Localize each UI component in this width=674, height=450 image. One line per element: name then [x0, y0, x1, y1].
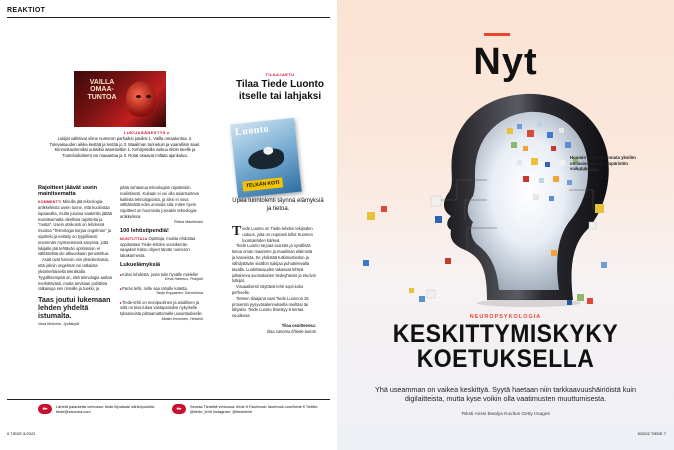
subscribe-title: Tilaa Tiede Luonto itselle tai lahjaksi: [236, 79, 324, 102]
face-illustration: [126, 81, 156, 117]
pull-quote: Taas joutui lukemaan lehden yhdeltä istumalta.: [38, 295, 111, 321]
subscribe-column: [232, 226, 316, 335]
reader-quote: ▸ Kiitos lehdestä, josta tulin hyvälle mielelle!: [120, 272, 203, 278]
letter-signature: Mattin Immonen, Helsinki: [161, 317, 203, 322]
experiences-heading: Lukuelämyksiä: [120, 262, 161, 269]
follow-text: Seuraa Tiedettä verkossa: tiede.fi Facebook: facebook.com/tiede.fi Twitter: @tiede_lehti Instagram: @tiedelehti: [190, 404, 319, 415]
article-lede: Yhä useamman on vaikea keskittyä. Syytä haetaan niin tarkkaavuushäiriöistä kuin digilaitteista, mutta kyse voikin olla vaatimusten muuttumisesta.: [375, 385, 636, 404]
magazine-cover: [230, 118, 301, 198]
footer-rule: [7, 399, 330, 400]
head-illustration: [337, 0, 674, 450]
letter-signature: Pekka Mankkinen: [173, 219, 203, 224]
eye-shape: [136, 95, 141, 98]
reader-quote: ▸ Tiede-lehti on monipuolinen ja asiallinen ja siitä on kiva lukea vastapainoksi nykyiselle tyksaisoista piittaamattomalle uusuntaukselle.: [120, 300, 203, 317]
letter-kicker: KOMMENTTI: [38, 199, 62, 204]
letter-heading: Rajoitteet jäävät usein mainitsematta: [38, 185, 98, 198]
subscribe-text: Visuaalisesti näyttävä lehti sopii koko perheelle.: [232, 284, 304, 295]
illustration-caption: Huomio pitäisi suunnata yksilön ominaisuuksista ympäristön vaikutukseen.: [570, 155, 636, 172]
letter-text: pitää suhtautua teknologian rajoitteisiin realistisesti. Kukaan ei voi olla asiantunteva kaikista teknologioista, ja siksi ei ossa välttämättä edes arvioida sitä, miten hyvin rajoitteet on huomioitu jossakin teknologia-artikkelissa.: [120, 185, 199, 220]
article-headline: [350, 322, 660, 372]
letter-body: [38, 199, 113, 257]
letter-text: Minulla jää teknologia-artikkeleista usein tunne, että kuulostaa lupaavalta, mutta jutussa saatettiin jättää mainitsematta oleellisia rajoitteita ja "mutta". Usein otsikointi on lehdessä muotoa "Teknologia korjaa ongelman" ja sijoittelu ja esittely on tyypillisesti enemmän myönteisessä sävyssä, jotta lukijalle jää tehtävän optimismin ei välttämättä ole alkuunkaan perusteltua.: [38, 198, 112, 257]
section-heading: REAKTIOT: [7, 7, 46, 14]
subscribe-intro: [232, 226, 316, 243]
base-shadow: [477, 299, 581, 307]
letter-signature: Tanja Koppanen, Savonlinna: [155, 291, 203, 296]
readers-poll-text: Lukijat valitsivat viime numeron parhaiksi jutuiksi 1. Vailla omaatuntoa. 2. Tulevaisuuden aikka kestää ja lentää jo 3. Maailman tunnetuin ja vaarallisin saari. Kiinnostavimmiksi uutisiksi äänestettiin 1. Kehityssolla voikuu eliöin tieelle ja Tuoteloiduttiemt voi maaantaa ja 3. Rotat osaavat miltata ajankulua.: [49, 136, 201, 159]
reader-quote: ▸ Paras lehti, mille saa rahalle katetta.: [120, 286, 203, 292]
poster-title: VAILLA OMAA-TUNTOA: [87, 79, 117, 101]
readers-poll-image: [74, 71, 166, 127]
feedback-info: [38, 404, 178, 415]
nyt-title: Nyt: [473, 41, 538, 83]
subscribe-box: [228, 72, 332, 102]
arrow-icon: ●▸: [172, 404, 186, 414]
subscribe-subtitle: Upea luontolehti täynnä elämyksiä ja tietoa.: [232, 198, 324, 212]
order-url[interactable]: tilaa.sanoma.fi/tiede-luonto: [267, 328, 316, 334]
letters-column-2: [120, 185, 203, 322]
section-rule: [7, 17, 330, 18]
subscribe-text: iede Luonto on Tiede-lehden tekijöiden uutuus, joita on nopeasti tullut Suomen luontolehden kärkeä.: [242, 226, 313, 243]
drop-cap: T: [232, 224, 242, 239]
stipend-heading: 100 lehtistipendiä!: [120, 228, 169, 235]
page-folio-left: 6 TIEDE 5/2022: [7, 431, 36, 436]
article-byline: Teksti Anssi Bwalya Kuvitus Getty Images: [461, 412, 550, 417]
arrow-icon: ●▸: [38, 404, 52, 414]
pull-quote-signature: Vesa Mulkolm, Jyväskylä: [38, 322, 79, 327]
page-folio-right: 5/2022 TIEDE 7: [637, 431, 666, 436]
right-page: [337, 0, 674, 450]
article-kicker: NEUROPSYKOLOGIA: [469, 314, 542, 320]
stipend-kicker: MUISTUTTAJA: [120, 236, 148, 241]
stipend-body: [120, 236, 203, 260]
letters-column-1: [38, 185, 113, 328]
stipend-text: Opettaja, muista ehdottaa oppilaistasi Tiede-lehden vuosikerran saajaksi! Katso ohjeet tämän numeron takakannesta.: [120, 235, 196, 259]
magazine-title: Luonto: [234, 123, 270, 139]
readers-poll-label: LUKIJAÄÄNESTYS ▸: [124, 130, 170, 135]
letter-text: Asiat ovat harvoin niin yksinkertaisia, että joknin ongelmat voi ratkaista yksinkertaisella tekniikalla. Tyypillisempää on, että teknologia auttaa merkittävästi, mutta tarvitaan poliittisia ratkaisuja sen rinnalle ja tueksi, ja: [38, 257, 112, 292]
follow-info: [172, 404, 322, 415]
subscribe-kicker: TILAAJAETU: [265, 72, 295, 77]
eye-shape: [146, 95, 151, 98]
headline-line: KOETUKSELLA: [416, 345, 595, 373]
magazine-band: TELKÄN KOTI: [242, 177, 283, 191]
headline-line: KESKITTYMISKYKY: [392, 320, 619, 348]
letter-signature: Eeva Halenus, Polojoki: [165, 277, 203, 282]
subscribe-text: Tieteen tilaajana saat Tiede Luonnon 25 prosentin pysyväsalennuksella meiltäsi tai lahjaksi. Tiede Luonto ilmestyy 8 kertaa vuodessa.: [232, 295, 309, 319]
subscribe-text: Tiede Luonto tarjoaa tuoretta ja syvällistä tietoa oman maamme ja maailman eläimistä ja kasveista. Se yhdistää tutkimustiedon ja vähdyttävän sisällön tuikijaa puhuttelevalla tavalla. Luotettavuuden takaavat lehteä julkaiseva suomalainen tiedeyhteisö ja eturivin tutkijat.: [232, 243, 316, 284]
feedback-text: Lähetä palautetta verkossa: tiede.fi/palaute sähköpostilla: tiede@sanoma.com: [56, 404, 155, 415]
order-label: Tilaa osoitteessa:: [281, 323, 316, 328]
